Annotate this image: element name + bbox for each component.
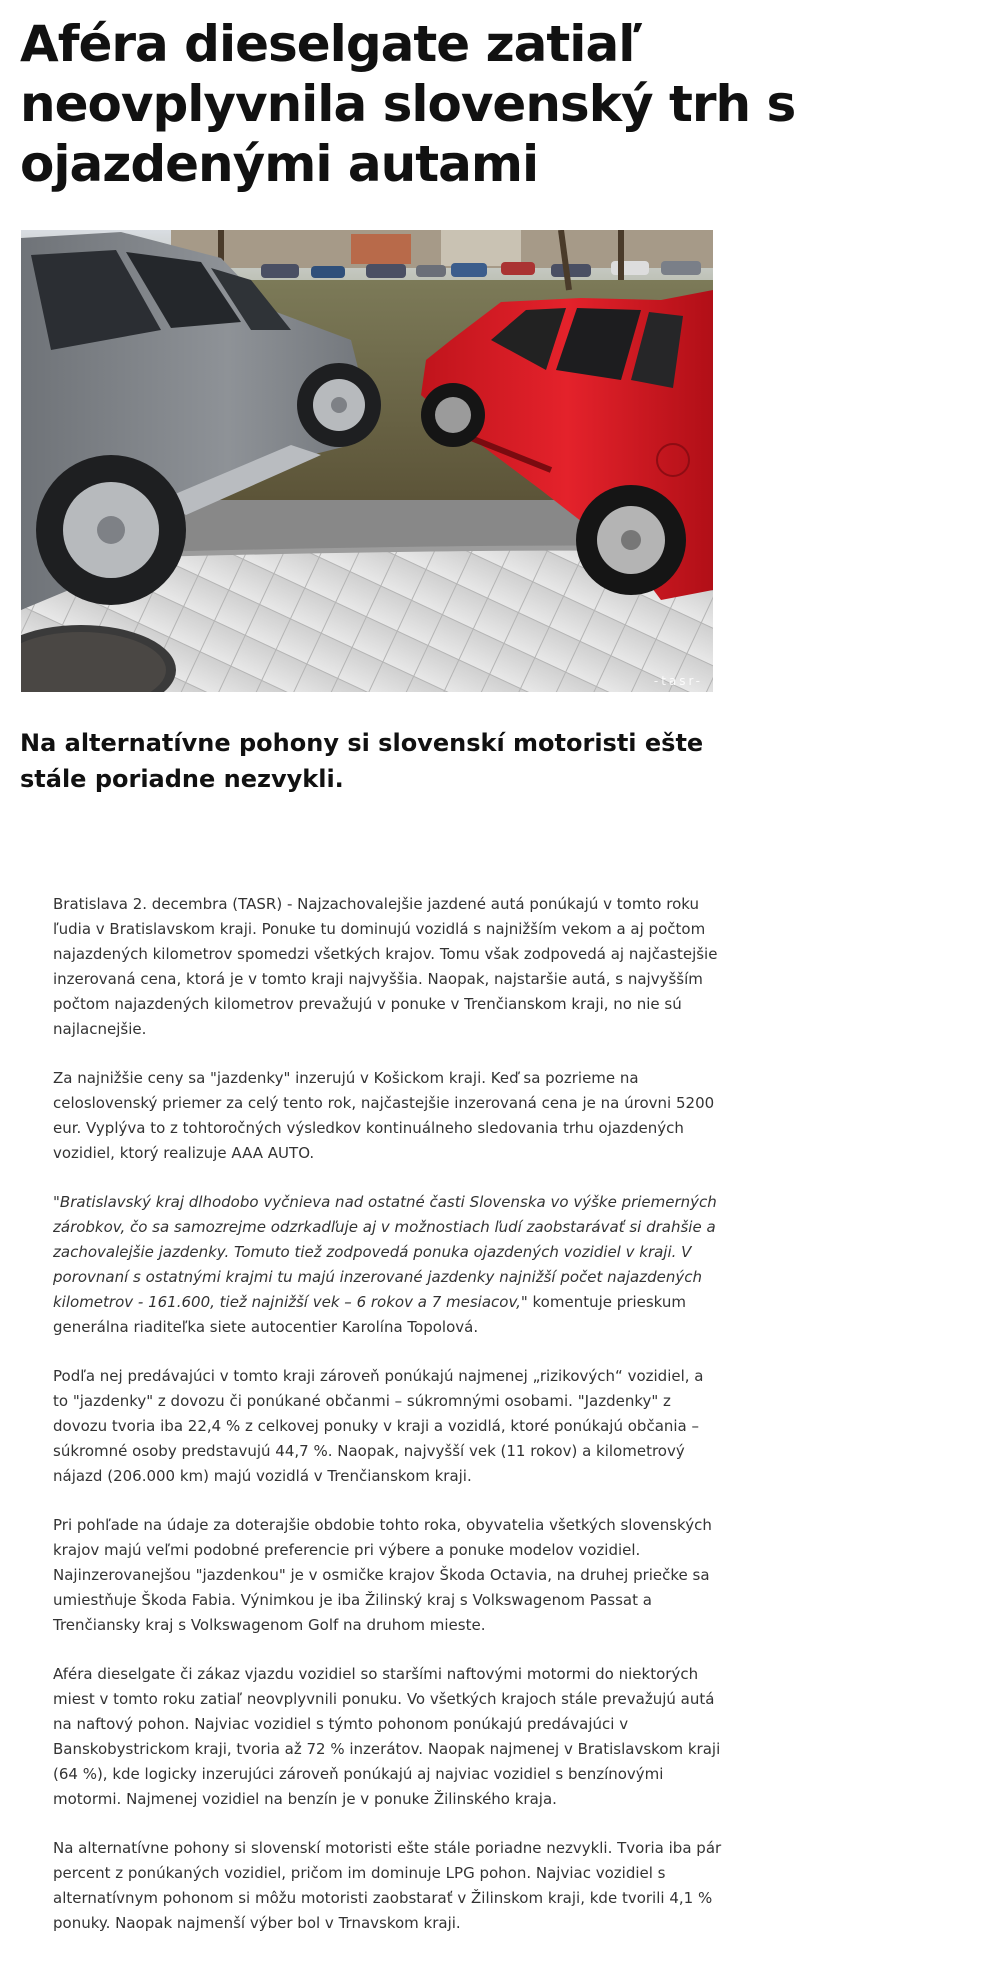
paragraph-6: Aféra dieselgate či zákaz vjazdu vozidiel so staršími naftovými motormi do niektorých miest v tomto roku zatiaľ neovplyvnili ponuku. Vo všetkých krajoch stále prevažujú autá na naftový pohon. Najviac vozidiel s týmto pohonom ponúkajú predávajúci v Banskobystrickom kraji, tvoria až 72 % inzerátov. Naopak najmenej v Bratislavskom kraji (64 %), kde logicky inzerujúci zároveň ponúkajú aj najviac vozidiel s benzínovými motormi. Najmenej vozidiel na benzín je v ponuke Žilinského kraja. — [53, 1665, 721, 1808]
paragraph-4: Podľa nej predávajúci v tomto kraji zároveň ponúkajú najmenej „rizikových“ vozidiel, a to "jazdenky" z dovozu či ponúkané občanmi – súkromnými osobami. "Jazdenky" z dovozu tvoria iba 22,4 % z celkovej ponuky v kraji a vozidlá, ktoré ponúkajú občania – súkromné osoby predstavujú 44,7 %. Naopak, najvyšší vek (11 rokov) a kilometrový nájazd (206.000 km) majú vozidlá v Trenčianskom kraji. — [53, 1367, 704, 1485]
photo-credit: -tasr- — [653, 674, 703, 688]
article-body — [53, 892, 723, 1960]
paragraph-2: Za najnižšie ceny sa "jazdenky" inzerujú v Košickom kraji. Keď sa pozrieme na celoslovenský priemer za celý tento rok, najčastejšie inzerovaná cena je na úrovni 5200 eur. Vyplýva to z tohtoročných výsledkov kontinuálneho sledovania trhu ojazdených vozidiel, ktorý realizuje AAA AUTO. — [53, 1069, 715, 1162]
paragraph-7: Na alternatívne pohony si slovenskí motoristi ešte stále poriadne nezvykli. Tvoria iba pár percent z ponúkaných vozidiel, pričom im dominuje LPG pohon. Najviac vozidiel s alternatívnym pohonom si môžu motoristi zaobstarať v Žilinskom kraji, kde tvorili 4,1 % ponuky. Naopak najmenší výber bol v Trnavskom kraji. — [53, 1839, 722, 1932]
paragraph-1: Bratislava 2. decembra (TASR) - Najzachovalejšie jazdené autá ponúkajú v tomto roku ľudia v Bratislavskom kraji. Ponuke tu dominujú vozidlá s najnižším vekom a aj počtom najazdených kilometrov spomedzi všetkých krajov. Tomu však zodpovedá aj najčastejšie inzerovaná cena, ktorá je v tomto kraji najvyššia. Naopak, najstaršie autá, s najvyšším počtom najazdených kilometrov prevažujú v ponuke v Trenčianskom kraji, no nie sú najlacnejšie. — [53, 895, 718, 1038]
car-photo-illustration — [21, 230, 713, 692]
article-photo — [21, 230, 713, 692]
paragraph-5: Pri pohľade na údaje za doterajšie obdobie tohto roka, obyvatelia všetkých slovenských krajov majú veľmi podobné preferencie pri výbere a ponuke modelov vozidiel. Najinzerovanejšou "jazdenkou" je v osmičke krajov Škoda Octavia, na druhej priečke sa umiestňuje Škoda Fabia. Výnimkou je iba Žilinský kraj s Volkswagenom Passat a Trenčiansky kraj s Volkswagenom Golf na druhom mieste. — [53, 1516, 712, 1634]
article-headline: Aféra dieselgate zatiaľ neovplyvnila slovenský trh s ojazdenými autami — [20, 15, 796, 193]
quote-attribution: komentuje prieskum generálna riaditeľka siete autocentier Karolína Topolová. — [53, 1293, 687, 1336]
quote-italic: "Bratislavský kraj dlhodobo vyčnieva nad ostatné časti Slovenska vo výške priemerných zárobkov, čo sa samozrejme odzrkadľuje aj v možnostiach ľudí zaobstarávať si drahšie a zachovalejšie jazdenky. Tomuto tiež zodpovedá ponuka ojazdených vozidiel v kraji. V porovnaní s ostatnými krajmi tu majú inzerované jazdenky najnižší počet najazdených kilometrov - 161.600, tiež najnižší vek – 6 rokov a 7 mesiacov," — [53, 1193, 717, 1311]
article-lead: Na alternatívne pohony si slovenskí motoristi ešte stále poriadne nezvykli. — [20, 729, 704, 793]
quote-paragraph — [53, 1190, 723, 1340]
